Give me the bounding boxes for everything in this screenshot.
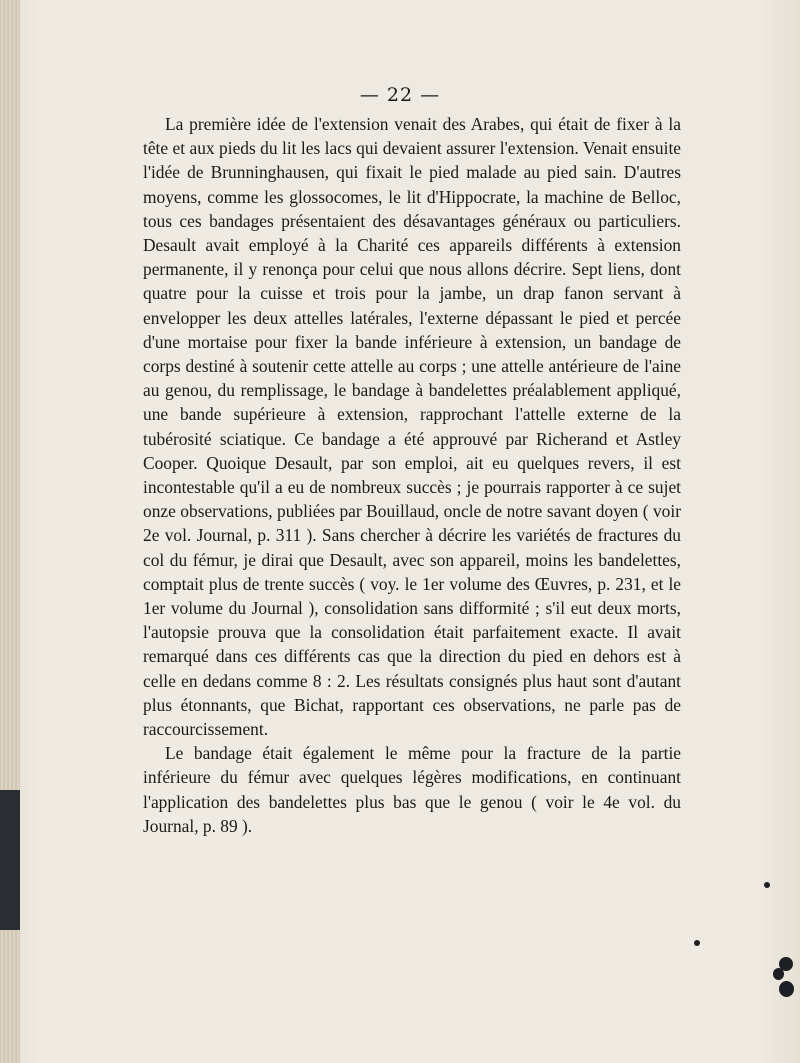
ink-spot: [779, 981, 794, 997]
binding-tab: [0, 790, 20, 930]
paragraph-lower-femur-fracture: Le bandage était également le même pour la fracture de la partie inférieure du fémur avec quelques légères modifications, en continuant l'application des bandelettes plus bas que le genou ( voir le 4e vol. du Journal, p. 89 ).: [143, 743, 681, 836]
paragraph-extension-history: La première idée de l'extension venait des Arabes, qui était de fixer à la tête et aux pieds du lit les lacs qui devaient assurer l'extension. Venait ensuite l'idée de Brunninghausen, qui fixait le pied malade au pied sain. D'autres moyens, comme les glossocomes, le lit d'Hippocrate, la machine de Belloc, tous ces bandages présentaient des désavantages généraux ou particuliers. Desault avait employé à la Charité ces appareils différents à extension permanente, il y renonça pour celui que nous allons décrire. Sept liens, dont quatre pour la cuisse et trois pour la jambe, un drap fanon servant à envelopper les deux attelles latérales, l'externe dépassant le pied et percée d'une mortaise pour fixer la bande inférieure à extension, un bandage de corps destiné à soutenir cette attelle au corps ; une attelle antérieure de l'aine au genou, du remplissage, le bandage à bandelettes préalablement appliqué, une bande supérieure à extension, rapprochant l'attelle externe de la tubérosité sciatique. Ce bandage a été approuvé par Richerand et Astley Cooper. Quoique Desault, par son emploi, ait eu quelques revers, il est incontestable qu'il a eu de nombreux succès ; je pourrais rapporter à ce sujet onze observations, publiées par Bouillaud, oncle de notre savant doyen ( voir 2e vol. Journal, p. 311 ). Sans chercher à décrire les variétés de fractures du col du fémur, je dirai que Desault, avec son appareil, moins les bandelettes, comptait plus de trente succès ( voy. le 1er volume des Œuvres, p. 231, et le 1er volume du Journal ), consolidation sans difformité ; s'il eut deux morts, l'autopsie prouva que la consolidation était parfaitement exacte. Il avait remarqué dans ces différents cas que la direction du pied en dehors est à celle en dedans comme 8 : 2. Les résultats consignés plus haut sont d'autant plus étonnants, que Bichat, rapportant ces observations, ne parle pas de raccourcissement.: [143, 114, 681, 740]
ink-spot: [694, 940, 700, 946]
ink-spot: [779, 957, 793, 971]
body-text: [143, 112, 681, 838]
page-number: — 22 —: [359, 84, 441, 106]
ink-spot: [764, 882, 770, 888]
